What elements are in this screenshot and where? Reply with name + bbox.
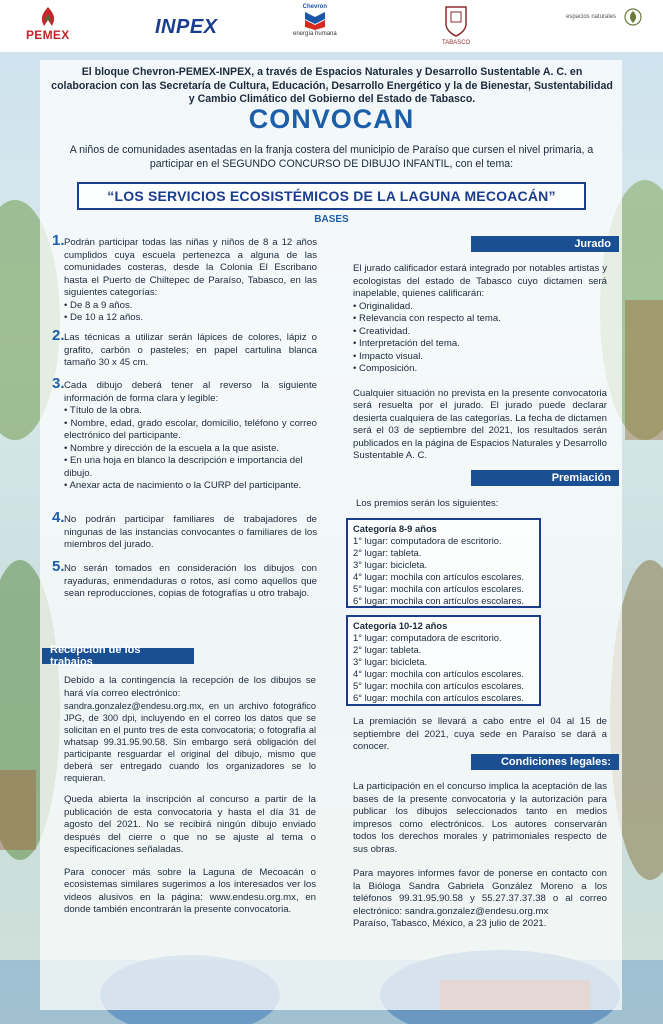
criteria-item: • Interpretación del tema. [353, 338, 460, 349]
item-sub: • De 10 a 12 años. [64, 312, 144, 323]
recepcion-text [64, 675, 316, 917]
prize-item: 2° lugar: tableta. [353, 547, 422, 558]
prize-item: 6° lugar: mochila con artículos escolares. [353, 595, 525, 606]
recepcion-p4: Para conocer más sobre la Laguna de Mecoacán o ecosistemas similares sugerimos a los interesados ver los videos alusivos en la página: www.endesu.org.mx, en donde también encontrarán la presente convocatoria. [64, 866, 316, 915]
prize-category-8-9 [346, 518, 541, 608]
item-text: No podrán participar familiares de trabajadores de ningunas de las instancias convocantes o familiares de los miembros del jurado. [64, 514, 317, 550]
category-title: Categoría 10-12 años [353, 620, 448, 631]
pemex-logo [26, 6, 70, 42]
bases-item-5 [52, 558, 317, 601]
item-number: 1. [52, 232, 65, 249]
item-sub: • Nombre, edad, grado escolar, domicilio, teléfono y correo electrónico del participante. [64, 417, 317, 441]
call-description: A niños de comunidades asentadas en la franja costera del municipio de Paraíso que cursen el nivel primaria, a participar en el SEGUNDO CONCURSO DE DIBUJO INFANTIL, con el tema: [69, 144, 594, 170]
item-sub: • Título de la obra. [64, 405, 142, 416]
page-title: CONVOCAN [248, 104, 415, 134]
item-sub: • Anexar acta de nacimiento o la CURP del participante. [64, 480, 302, 491]
tabasco-seal: TABASCO [442, 4, 470, 46]
item-text: Cada dibujo deberá tener al reverso la siguiente información de forma clara y legible: [64, 380, 317, 404]
recepcion-header: Recepción de los trabajos [42, 648, 194, 664]
premiacion-closing: La premiación se llevará a cabo entre el 04 al 15 de septiembre del 2021, cuya sede en Paraíso se dará a conocer. [353, 716, 607, 752]
criteria-item: • Creatividad. [353, 325, 411, 337]
bases-item-4 [52, 509, 317, 552]
theme-title: “LOS SERVICIOS ECOSISTÉMICOS DE LA LAGUNA MECOACÁN” [107, 188, 556, 204]
item-number: 4. [52, 509, 65, 526]
recepcion-p1: Debido a la contingencia la recepción de los dibujos se hará vía correo electrónico: [64, 675, 316, 699]
prize-item: 4° lugar: mochila con artículos escolares. [353, 571, 525, 582]
prize-item: 5° lugar: mochila con artículos escolares. [353, 680, 525, 691]
premiacion-header: Premiación [471, 470, 619, 486]
prize-item: 2° lugar: tableta. [353, 644, 422, 655]
leaf-icon [624, 8, 642, 26]
jurado-closing: Cualquier situación no prevista en la presente convocatoria será resuelta por el jurado. El jurado puede declarar desierta cualquiera de las categorías. La fecha de dictamen será el 03 de septiembre del 2021, los resultados serán publicados en la página de Espacios Naturales y Desarrollo Sustentable A. C. [353, 387, 607, 461]
espacios-naturales-logo: espacios naturales [566, 14, 617, 20]
criteria-item: • Composición. [353, 363, 418, 374]
prize-item: 1° lugar: computadora de escritorio. [353, 632, 502, 643]
legales-header: Condiciones legales: [471, 754, 619, 770]
item-text: Las técnicas a utilizar serán lápices de colores, lápiz o grafito, carbón o pasteles; en papel cartulina blanca tamaño 30 x 45 cm. [64, 332, 317, 368]
criteria-item: • Relevancia con respecto al tema. [353, 313, 501, 324]
tabasco-shield-icon [443, 4, 469, 38]
recepcion-p2: sandra.gonzalez@endesu.org.mx, en un archivo fotográfico JPG, de 300 dpi, incluyendo en el correo los datos que se solicitan en el punto tres de esta convocatoria; o fotografía al whatsap 99.31.95.90.58. Sin embargo será obligación del participante resguardar el original del dibujo, mismo que deberá ser entregado cuando los organizadores se lo requieran. [64, 701, 316, 783]
legales-p3: Paraíso, Tabasco, México, a 23 julio de 2021. [353, 918, 547, 929]
legales-text [353, 781, 607, 931]
bases-item-3 [52, 375, 317, 493]
item-sub: • En una hoja en blanco la descripción e importancia del dibujo. [64, 455, 303, 479]
prize-item: 6° lugar: mochila con artículos escolares. [353, 692, 525, 703]
criteria-item: • Impacto visual. [353, 350, 424, 362]
category-title: Categoría 8-9 años [353, 523, 437, 534]
pemex-flame-icon [36, 6, 60, 28]
legales-p2: Para mayores informes favor de ponerse en contacto con la Bióloga Sandra Gabriela González Moreno a los teléfonos 99.31.95.90.58 y 55.27.37.37.38 o al correo electrónico: sandra.gonzalez@endesu.org.mx [353, 868, 607, 917]
jurado-header: Jurado [471, 236, 619, 252]
item-number: 3. [52, 375, 65, 392]
prize-item: 3° lugar: bicicleta. [353, 656, 428, 667]
item-text: Podrán participar todas las niñas y niños de 8 a 12 años cumplidos cuya escuela pertenezca a alguna de las comunidades costeras, desde la Colonia El Escribano hasta el Puerto de Chiltepec de Paraíso, Tabasco, en las siguientes categorías: [64, 237, 317, 298]
bases-item-1 [52, 232, 317, 325]
prize-item: 4° lugar: mochila con artículos escolares. [353, 668, 525, 679]
pemex-wordmark: PEMEX [26, 28, 70, 42]
inpex-logo: INPEX [155, 16, 218, 38]
jurado-intro: El jurado calificador estará integrado por notables artistas y ecologistas del estado de Tabasco cuyo dictamen será inapelable, quienes calificarán: [353, 263, 607, 299]
prize-category-10-12 [346, 615, 541, 706]
jurado-text [353, 263, 607, 463]
bases-title: BASES [314, 214, 349, 225]
premiacion-intro: Los premios serán los siguientes: [356, 498, 499, 509]
logo-bar [0, 0, 663, 52]
prize-item: 3° lugar: bicicleta. [353, 559, 428, 570]
intro-text: El bloque Chevron-PEMEX-INPEX, a través de Espacios Naturales y Desarrollo Sustentable A. C. en colaboracion con las Secretaría de Cultura, Educación, Desarrollo Energético y la de Bienestar, Sustentabilidad y Cambio Climático del Gobierno del Estado de Tabasco. [51, 66, 613, 105]
chevron-emblem-icon [304, 10, 326, 30]
item-number: 5. [52, 558, 65, 575]
criteria-item: • Originalidad. [353, 300, 413, 312]
prize-item: 5° lugar: mochila con artículos escolares. [353, 583, 525, 594]
item-sub: • De 8 a 9 años. [64, 299, 133, 311]
legales-p1: La participación en el concurso implica la aceptación de las bases de la presente convocatoria y la autorización para publicar los dibujos seleccionados tanto en medios impresos como electrónicos. Los autores conservarán todos los derechos morales y patrimoniales respecto de sus obras. [353, 781, 607, 855]
chevron-logo: Chevron energía humana [293, 4, 337, 37]
bases-item-2 [52, 327, 317, 370]
item-number: 2. [52, 327, 65, 344]
prize-item: 1° lugar: computadora de escritorio. [353, 535, 502, 546]
item-text: No serán tomados en consideración los dibujos con rayaduras, enmendaduras o rotos, así como aquellos que sean reproducciones, copias de fotografías u otro trabajo. [64, 563, 317, 599]
theme-box [77, 182, 586, 210]
recepcion-p3: Queda abierta la inscripción al concurso a partir de la publicación de esta convocatoria y hasta el día 31 de agosto del 2021. No se recibirá ningún dibujo enviado después del cierre o que no se ajuste al tema o especificaciones señaladas. [64, 794, 316, 855]
item-sub: • Nombre y dirección de la escuela a la que asiste. [64, 442, 280, 454]
